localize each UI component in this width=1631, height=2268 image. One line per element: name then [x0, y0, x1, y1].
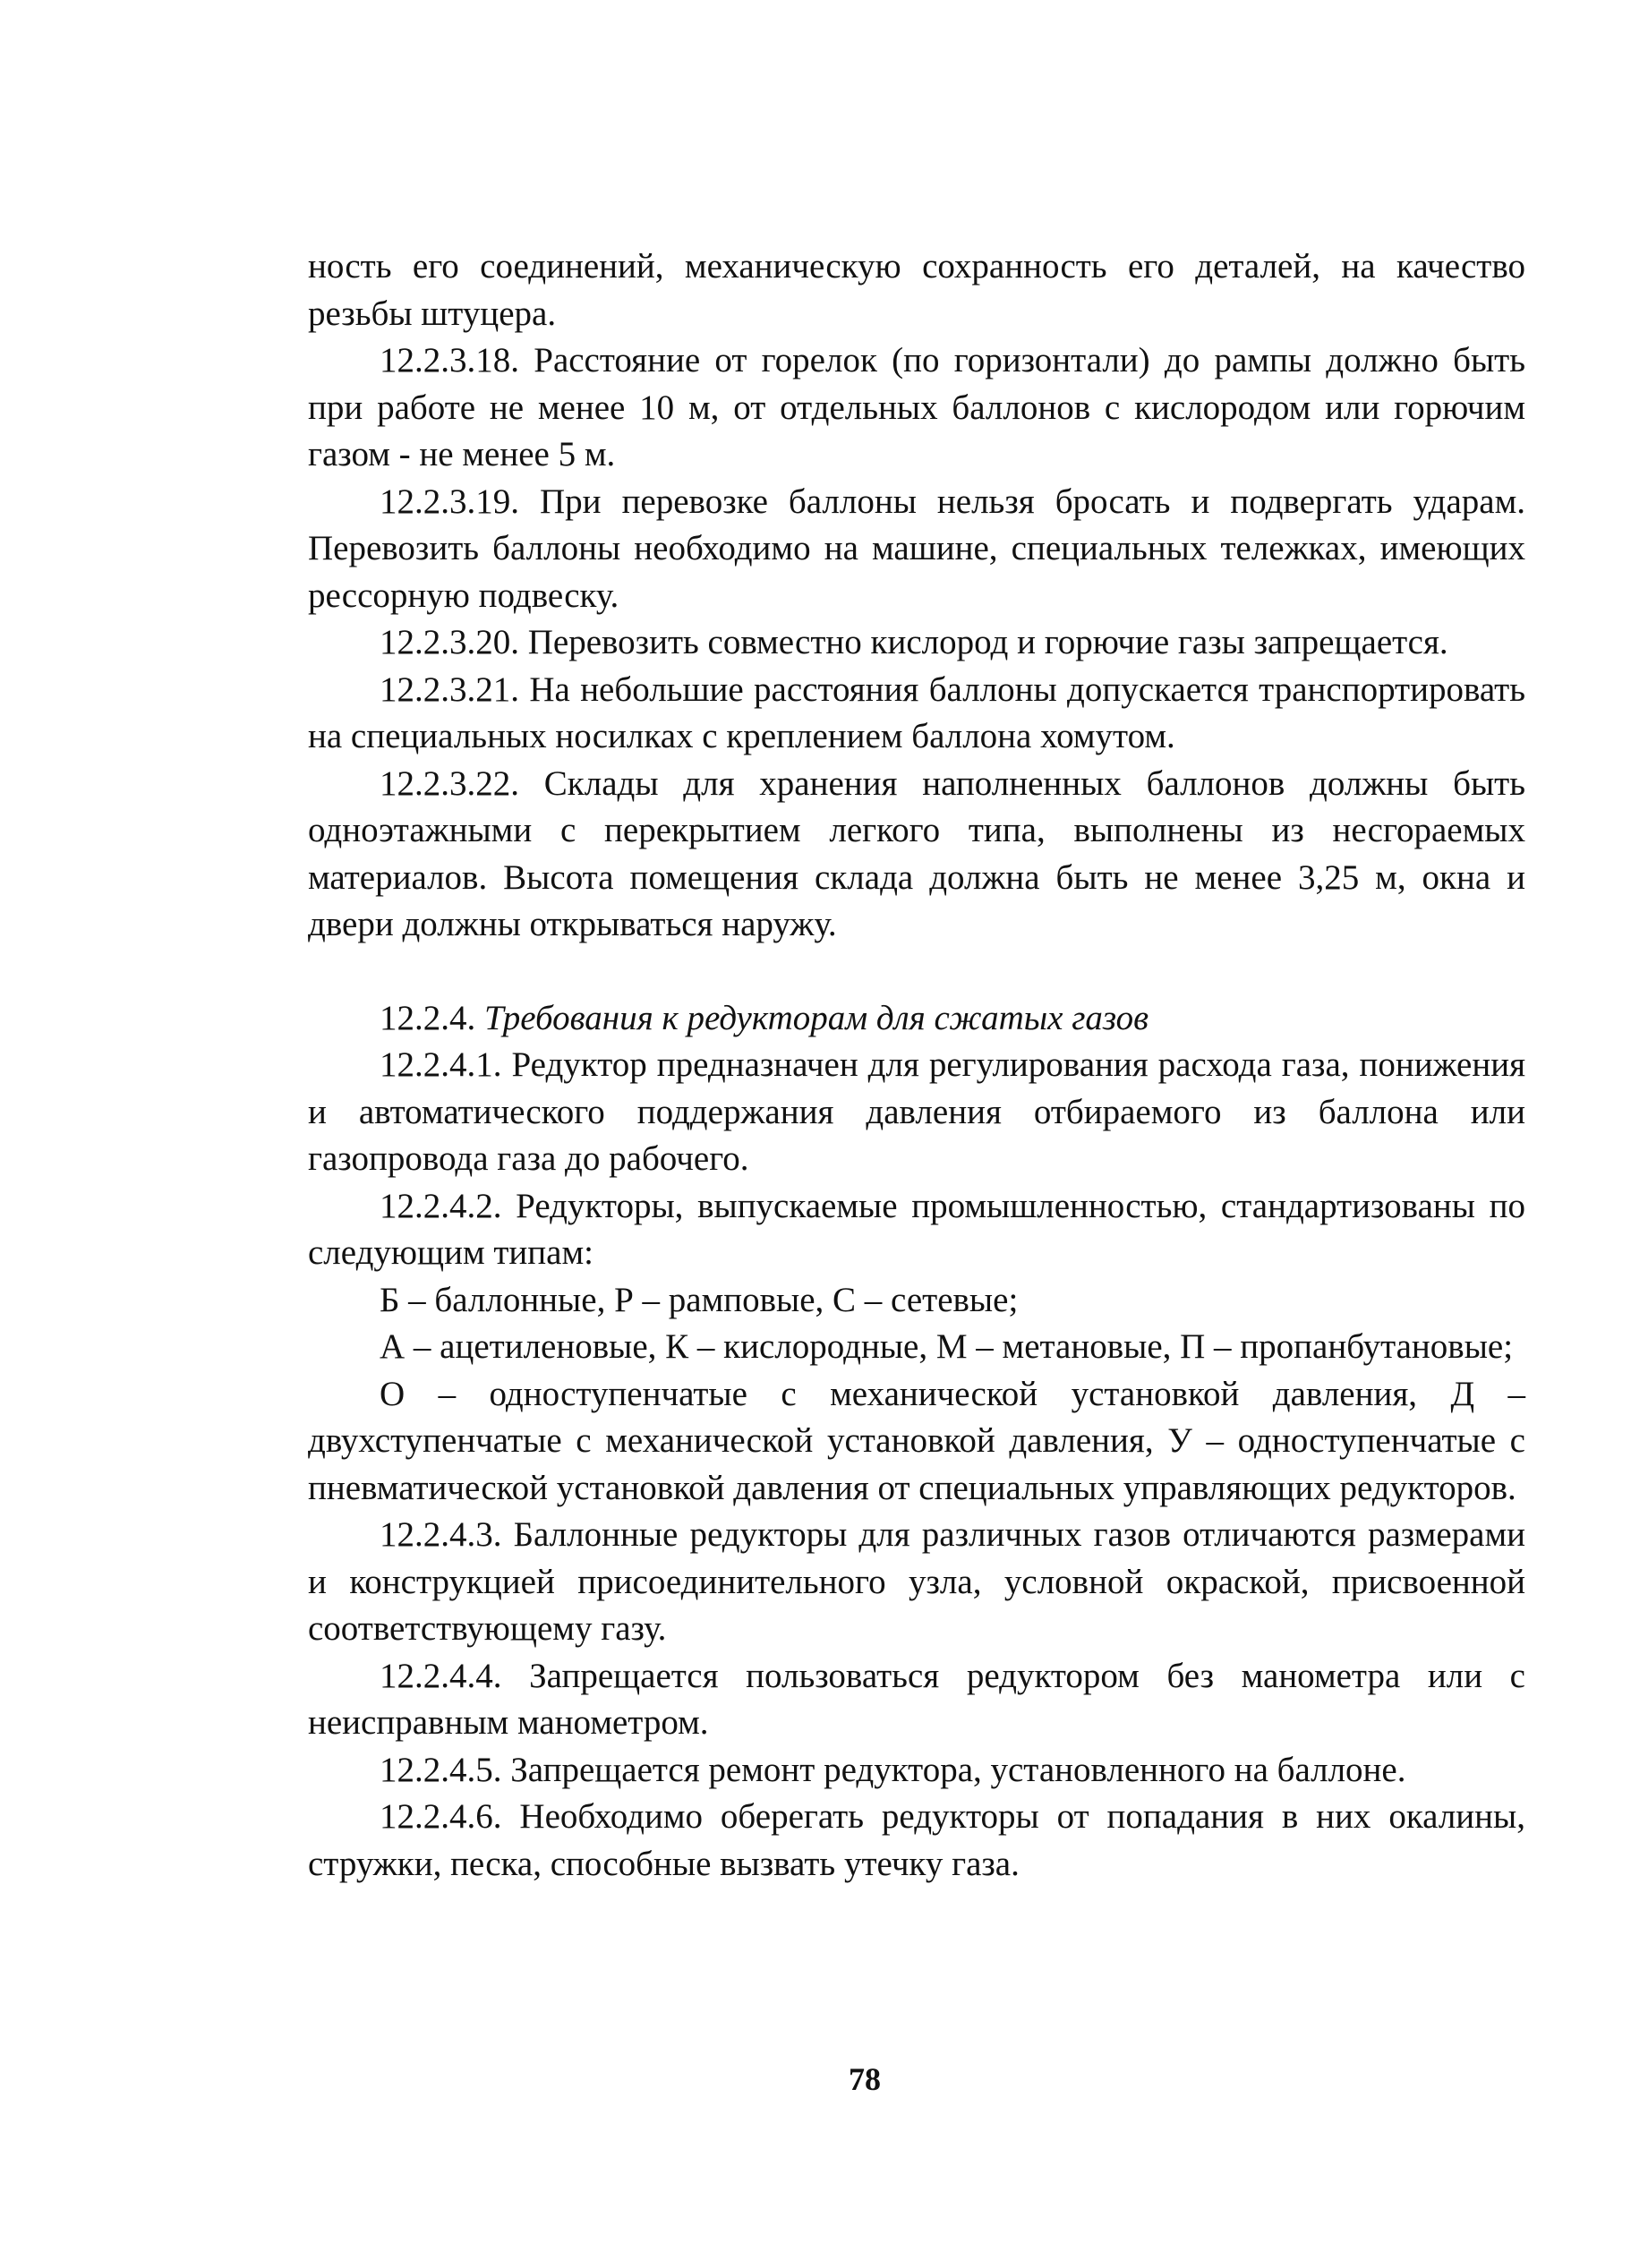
- paragraph-number: 12.2.4.5.: [380, 1750, 502, 1789]
- paragraph-text: Перевозить совместно кислород и горючие газы запрещается.: [527, 623, 1448, 661]
- paragraph-number: 12.2.3.22.: [380, 763, 519, 803]
- paragraph-continuation: [308, 243, 1525, 337]
- paragraph-12-2-3-18: [308, 337, 1525, 479]
- paragraph-12-2-3-21: [308, 667, 1525, 761]
- paragraph-number: 12.2.3.19.: [380, 482, 519, 521]
- section-heading: [308, 995, 1525, 1043]
- paragraph-number: 12.2.4.2.: [380, 1186, 502, 1225]
- list-item-text: Б – баллонные, Р – рамповые, С – сетевые;: [380, 1280, 1019, 1319]
- page-body: [308, 243, 1525, 1888]
- paragraph-text: Редуктор предназначен для регулирования расхода газа, понижения и автоматического поддержания давления отбираемого из баллона или газопровода газа до рабочего.: [308, 1045, 1526, 1178]
- paragraph-number: 12.2.3.21.: [380, 669, 519, 709]
- paragraph-12-2-4-5: [308, 1747, 1525, 1795]
- list-item-type-by-use: [308, 1277, 1525, 1325]
- list-item-type-by-gas: [308, 1324, 1525, 1371]
- paragraph-12-2-3-22: [308, 761, 1525, 949]
- list-item-text: О – одноступенчатые с механической установкой давления, Д – двухступенчатые с механической установкой давления, У – одноступенчатые с пневматической установкой давления от специальных управляющих редукторов.: [308, 1374, 1525, 1507]
- paragraph-text: Баллонные редукторы для различных газов отличаются размерами и конструкцией присоединительного узла, условной окраской, присвоенной соответствующему газу.: [308, 1515, 1525, 1648]
- list-item-text: А – ацетиленовые, К – кислородные, М – метановые, П – пропанбутановые;: [380, 1327, 1514, 1366]
- paragraph-12-2-3-20: [308, 619, 1525, 667]
- paragraph-12-2-3-19: [308, 479, 1525, 620]
- paragraph-12-2-4-1: [308, 1042, 1525, 1183]
- paragraph-12-2-4-4: [308, 1653, 1525, 1747]
- paragraph-12-2-4-2: [308, 1183, 1525, 1277]
- paragraph-text: Склады для хранения наполненных баллонов должны быть одноэтажными с перекрытием легкого типа, выполнены из несгораемых материалов. Высота помещения склада должна быть не менее 3,25 м, окна и двери должны открываться наружу.: [308, 763, 1526, 943]
- paragraph-12-2-4-3: [308, 1512, 1525, 1653]
- paragraph-text: Расстояние от горелок (по горизонтали) до рампы должно быть при работе не менее 10 м, от отдельных баллонов с кислородом или горючим газом - не менее 5 м.: [308, 341, 1526, 473]
- paragraph-text: Необходимо оберегать редукторы от попадания в них окалины, стружки, песка, способные вызвать утечку газа.: [308, 1797, 1525, 1883]
- paragraph-text: ность его соединений, механическую сохранность его деталей, на качество резьбы штуцера.: [308, 247, 1525, 333]
- section-heading-number: 12.2.4.: [380, 998, 476, 1037]
- paragraph-number: 12.2.4.4.: [380, 1656, 502, 1695]
- paragraph-text: Запрещается ремонт редуктора, установленного на баллоне.: [510, 1750, 1406, 1789]
- paragraph-text: На небольшие расстояния баллоны допускается транспортировать на специальных носилках с креплением баллона хомутом.: [308, 669, 1525, 755]
- paragraph-number: 12.2.4.1.: [380, 1045, 502, 1084]
- paragraph-12-2-4-6: [308, 1794, 1525, 1888]
- paragraph-number: 12.2.4.3.: [380, 1515, 502, 1554]
- paragraph-number: 12.2.3.20.: [380, 623, 519, 661]
- paragraph-number: 12.2.4.6.: [380, 1797, 502, 1836]
- paragraph-number: 12.2.3.18.: [380, 341, 519, 379]
- section-heading-title: Требования к редукторам для сжатых газов: [484, 998, 1149, 1037]
- list-item-type-by-stages: [308, 1371, 1525, 1513]
- paragraph-text: Запрещается пользоваться редуктором без манометра или с неисправным манометром.: [308, 1656, 1525, 1742]
- paragraph-text: Редукторы, выпускаемые промышленностью, стандартизованы по следующим типам:: [308, 1186, 1525, 1272]
- paragraph-text: При перевозке баллоны нельзя бросать и подвергать ударам. Перевозить баллоны необходимо на машине, специальных тележках, имеющих рессорную подвеску.: [308, 482, 1525, 615]
- page-number: 78: [849, 2061, 881, 2097]
